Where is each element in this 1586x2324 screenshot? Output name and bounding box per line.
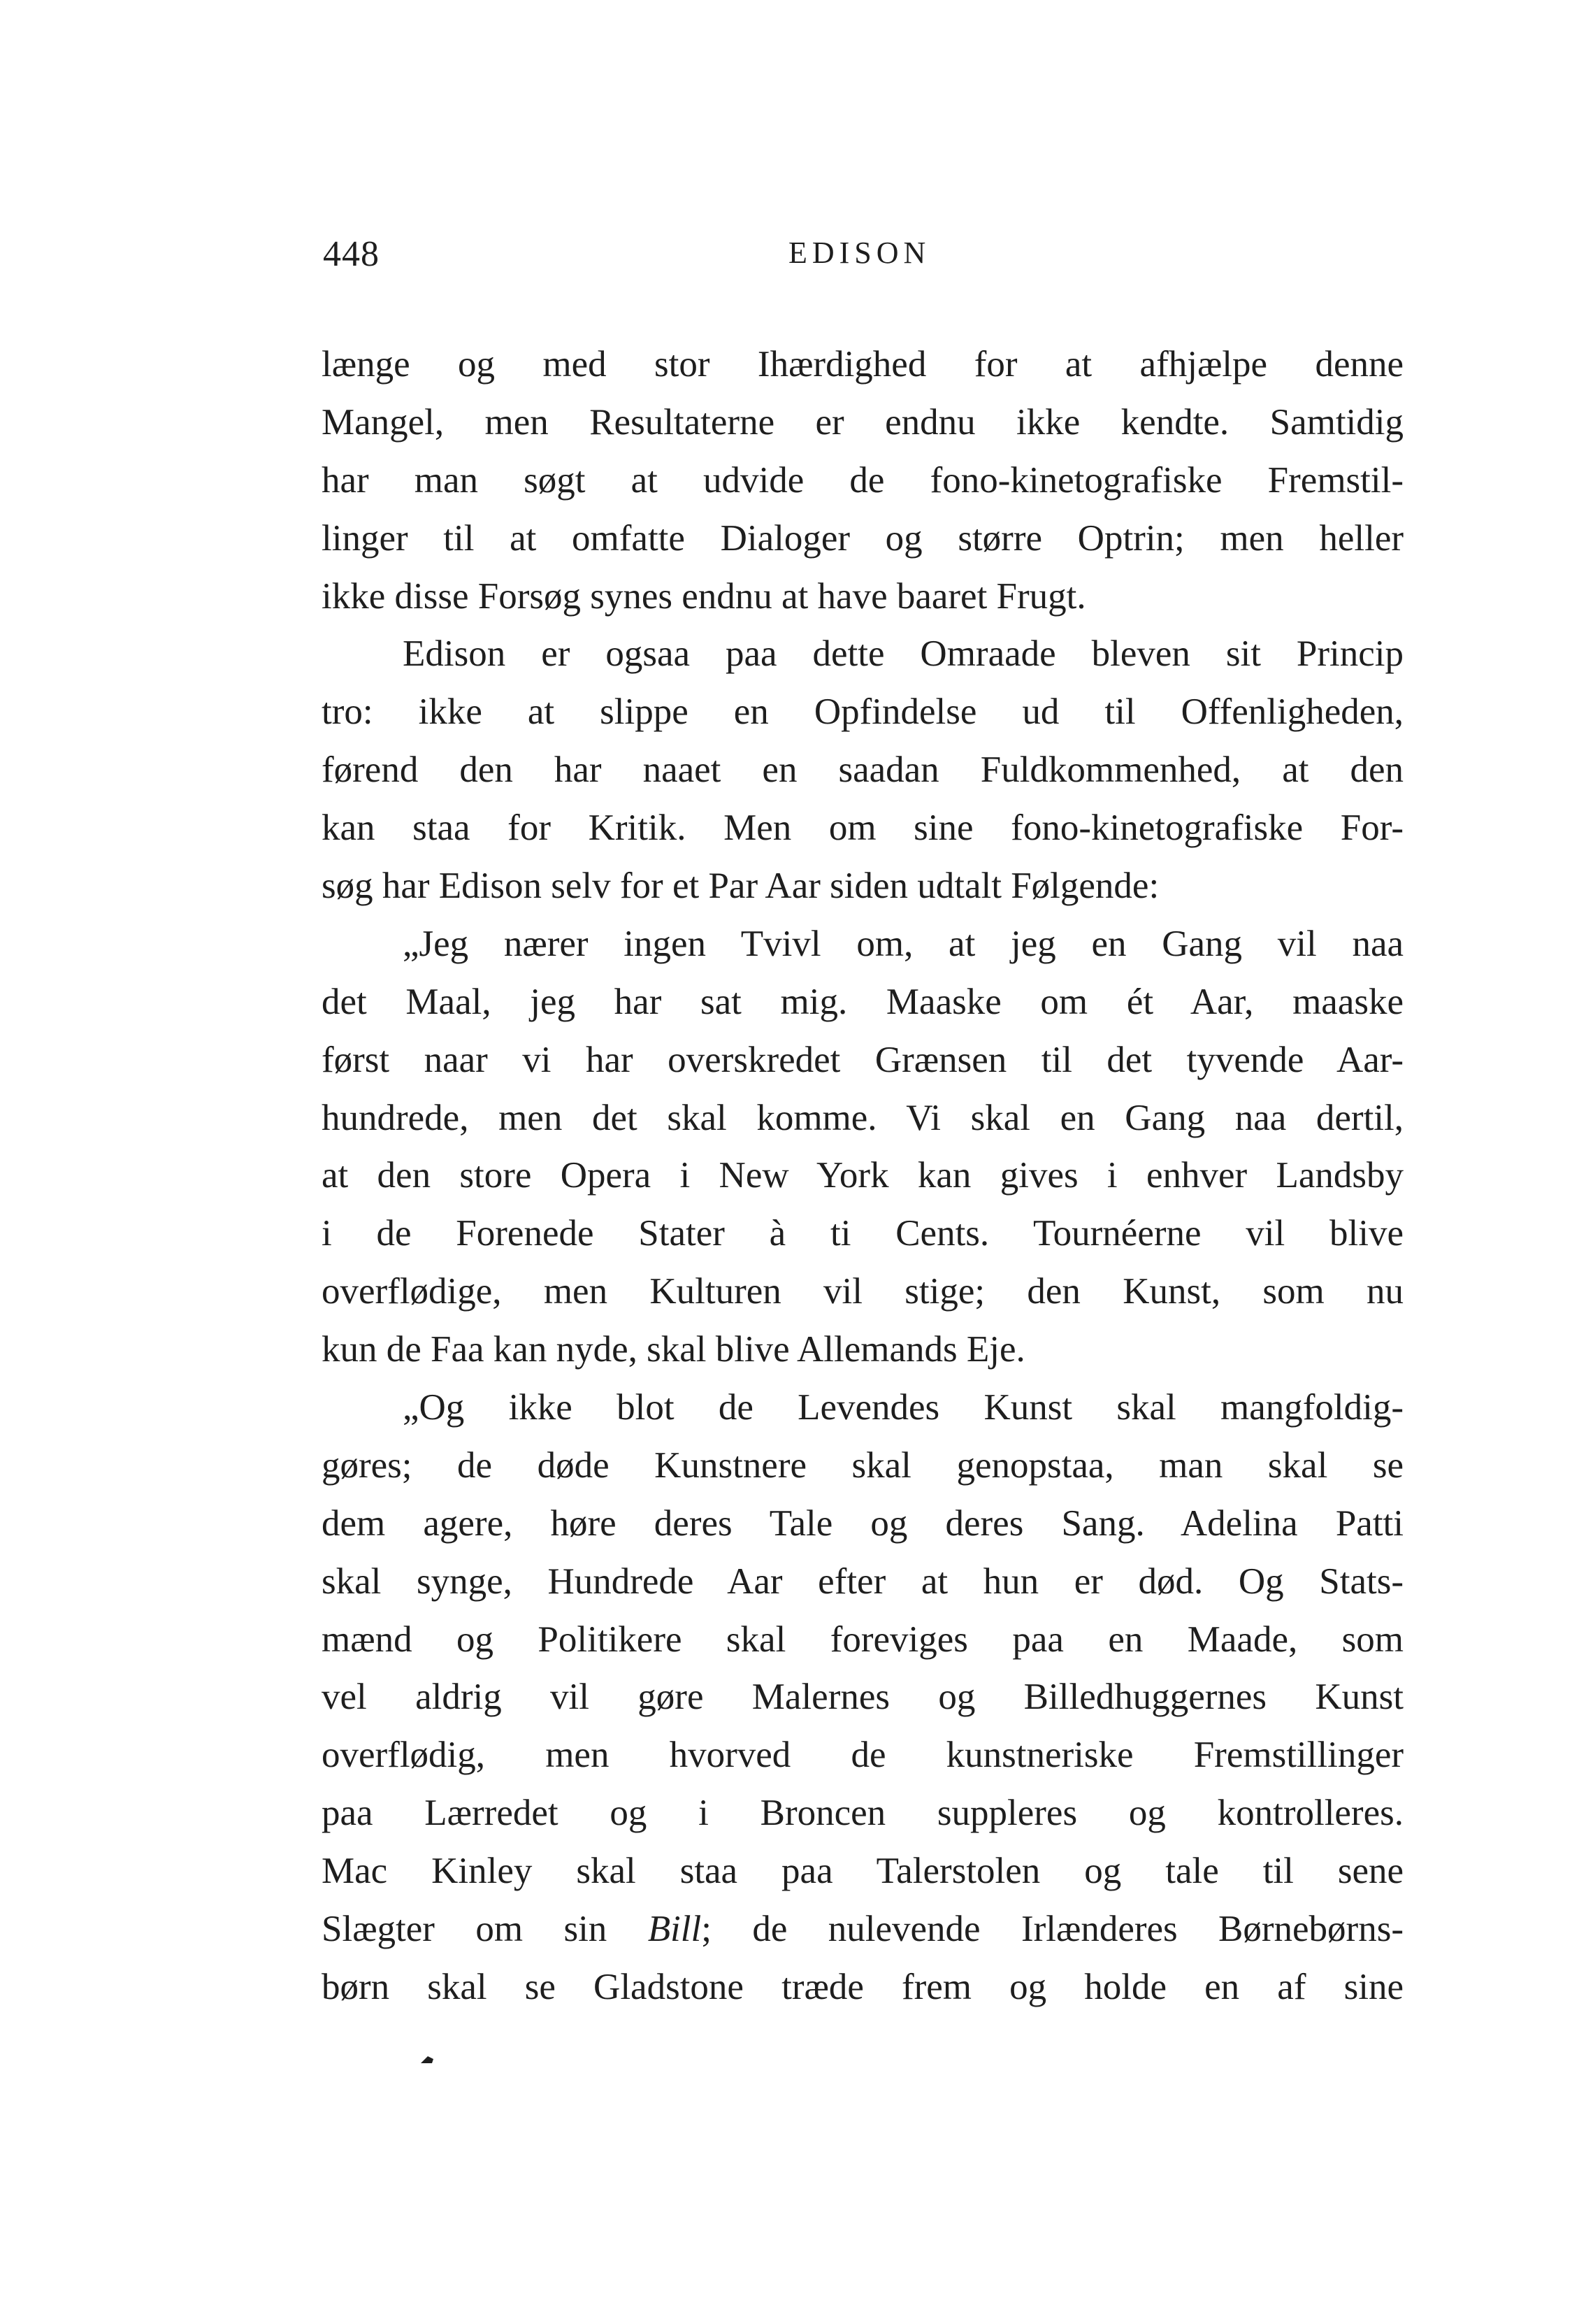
line-text: det Maal, jeg har sat mig. Maaske om ét Aar, maaske (322, 981, 1404, 1022)
text-line (322, 336, 1404, 394)
text-line (322, 741, 1404, 799)
printer-mark-icon (419, 2052, 435, 2067)
text-line (322, 1379, 1404, 1437)
line-text: skal synge, Hundrede Aar efter at hun er død. Og Stats- (322, 1561, 1404, 1602)
line-text: søg har Edison selv for et Par Aar siden udtalt Følgende: (322, 866, 1160, 907)
line-text: Mac Kinley skal staa paa Talerstolen og tale til sene (322, 1851, 1404, 1892)
line-text: har man søgt at udvide de fono-kinetografiske Fremstil- (322, 459, 1404, 501)
text-line (322, 1147, 1404, 1205)
text-line (322, 1553, 1404, 1611)
line-text: vel aldrig vil gøre Malernes og Billedhuggernes Kunst (322, 1677, 1404, 1718)
page-number: 448 (323, 234, 380, 274)
line-text: Edison er ogsaa paa dette Omraade bleven sit Princip (403, 633, 1404, 675)
line-text: paa Lærredet og i Broncen suppleres og kontrolleres. (322, 1793, 1404, 1834)
text-line (322, 857, 1404, 915)
line-text: gøres; de døde Kunstnere skal genopstaa, man skal se (322, 1444, 1404, 1486)
line-text: først naar vi har overskredet Grænsen til det tyvende Aar- (322, 1039, 1404, 1080)
text-line (322, 1726, 1404, 1784)
text-line (322, 510, 1404, 568)
text-line (322, 1668, 1404, 1726)
line-text: Slægter om sin (322, 1909, 648, 1950)
line-text: ikke disse Forsøg synes endnu at have baaret Frugt. (322, 575, 1086, 617)
text-line (322, 1437, 1404, 1495)
text-line (322, 1784, 1404, 1842)
text-line (322, 1958, 1404, 2016)
body-text (322, 336, 1404, 2016)
text-line (322, 1205, 1404, 1263)
line-text: overflødige, men Kulturen vil stige; den Kunst, som nu (322, 1271, 1404, 1312)
text-line (322, 973, 1404, 1031)
line-text: kan staa for Kritik. Men om sine fono-kinetografiske For- (322, 808, 1404, 849)
text-line (322, 394, 1404, 452)
line-text-after: ; de nulevende Irlænderes Børnebørns- (701, 1909, 1404, 1950)
line-text: „Jeg nærer ingen Tvivl om, at jeg en Gang vil naa (403, 923, 1404, 964)
line-text: børn skal se Gladstone træde frem og holde en af sine (322, 1966, 1404, 2007)
text-line (322, 568, 1404, 626)
text-line (322, 1842, 1404, 1900)
line-text: længe og med stor Ihærdighed for at afhjælpe denne (322, 344, 1404, 385)
line-text: førend den har naaet en saadan Fuldkommenhed, at den (322, 749, 1404, 791)
line-text: „Og ikke blot de Levendes Kunst skal mangfoldig- (403, 1387, 1404, 1428)
italic-word: Bill (647, 1909, 702, 1950)
line-text: kun de Faa kan nyde, skal blive Allemands Eje. (322, 1329, 1025, 1370)
text-line (322, 1089, 1404, 1147)
line-text: at den store Opera i New York kan gives i enhver Landsby (322, 1155, 1404, 1196)
text-line (322, 1263, 1404, 1321)
text-line (322, 799, 1404, 857)
line-text: i de Forenede Stater à ti Cents. Tournéerne vil blive (322, 1213, 1404, 1254)
text-line (322, 915, 1404, 973)
text-line (322, 1031, 1404, 1089)
line-text: dem agere, høre deres Tale og deres Sang. Adelina Patti (322, 1502, 1404, 1544)
line-text: tro: ikke at slippe en Opfindelse ud til Offenligheden, (322, 691, 1404, 733)
text-line (322, 1495, 1404, 1553)
text-line (322, 1900, 1404, 1958)
line-text: overflødig, men hvorved de kunstneriske Fremstillinger (322, 1735, 1404, 1776)
line-text: Mangel, men Resultaterne er endnu ikke kendte. Samtidig (322, 401, 1404, 443)
text-line (322, 625, 1404, 683)
text-line (322, 683, 1404, 741)
line-text: hundrede, men det skal komme. Vi skal en Gang naa dertil, (322, 1097, 1404, 1138)
line-text: mænd og Politikere skal foreviges paa en Maade, som (322, 1619, 1404, 1660)
text-line (322, 1321, 1404, 1379)
text-line (322, 1611, 1404, 1669)
running-head: EDISON (788, 236, 931, 270)
line-text: linger til at omfatte Dialoger og større Optrin; men heller (322, 517, 1404, 559)
text-line (322, 452, 1404, 510)
